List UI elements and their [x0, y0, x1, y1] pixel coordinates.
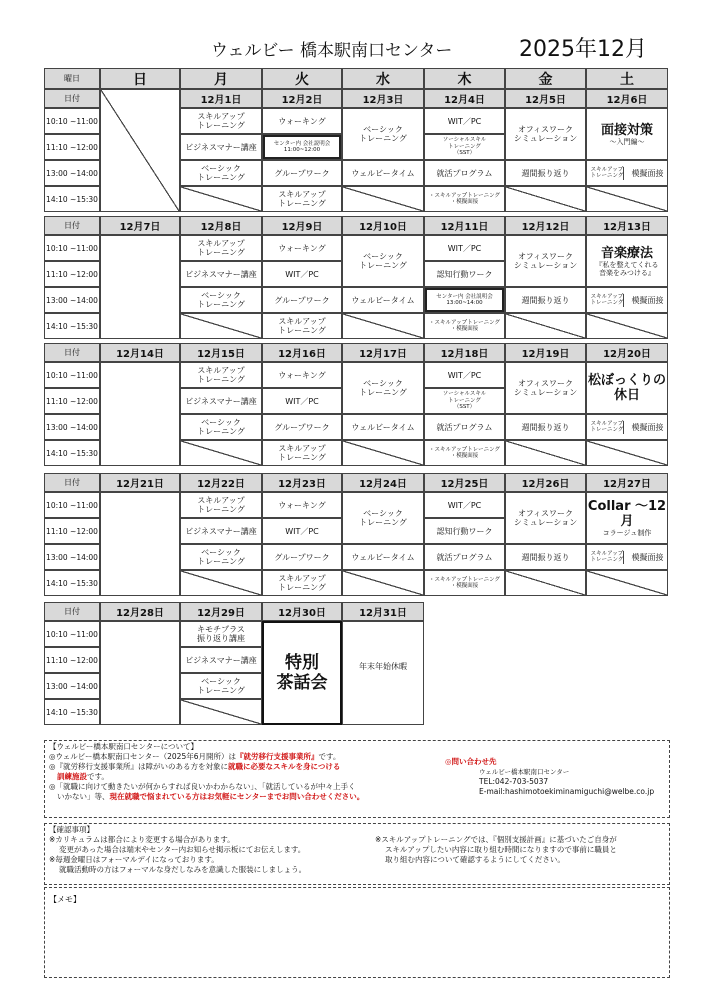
activity-cell: グループワーク [262, 414, 342, 440]
activity-cell: オフィスワーク シミュレーション [505, 492, 586, 544]
info-text: ◎『就労移行支援事業所』は障がいのある方を対象に [49, 762, 229, 771]
activity-cell: オフィスワーク シミュレーション [505, 235, 586, 287]
event-title: 松ぼっくりの 休日 [587, 373, 666, 403]
date-header: 12月21日 [100, 473, 180, 492]
activity-cell: ベーシック トレーニング [180, 287, 262, 313]
holiday-cell: 年末年始休暇 [342, 621, 424, 725]
saturday-split [586, 287, 668, 313]
activity-cell: ウェルビータイム [342, 544, 424, 570]
time-slot: 13:00 ~14:00 [44, 673, 100, 699]
activity-cell: 週間振り返り [505, 544, 586, 570]
activity-cell: キモチプラス 振り返り講座 [180, 621, 262, 647]
activity-cell: ウォーキング [262, 362, 342, 388]
empty-cell [505, 186, 586, 212]
time-slot: 14:10 ~15:30 [44, 440, 100, 466]
activity-cell: WIT／PC [424, 362, 505, 388]
time-slot: 10:10 ~11:00 [44, 362, 100, 388]
activity-cell: WIT／PC [424, 108, 505, 134]
note-line: スキルアップしたい内容に取り組む時間になりますので事前に職員と [385, 845, 617, 854]
activity-cell: グループワーク [262, 160, 342, 186]
activity-cell: ソーシャルスキル トレーニング （SST） [424, 388, 505, 414]
activity-cell: オフィスワーク シミュレーション [505, 362, 586, 414]
time-slot: 13:00 ~14:00 [44, 160, 100, 186]
activity-cell: ウォーキング [262, 108, 342, 134]
activity-cell: スキルアップ トレーニング [180, 108, 262, 134]
date-label: 日付 [44, 216, 100, 235]
activity-cell: ベーシック トレーニング [180, 414, 262, 440]
date-header: 12月15日 [180, 343, 262, 362]
date-header: 12月11日 [424, 216, 505, 235]
activity-cell: 週間振り返り [505, 160, 586, 186]
empty-cell [180, 699, 262, 725]
note-line: ※カリキュラムは都合により変更する場合があります。 [49, 835, 235, 844]
empty-cell [342, 186, 424, 212]
event-subtitle: コラージュ制作 [602, 529, 652, 537]
notes-box [44, 823, 670, 885]
info-highlight: 就職に必要なスキルを身につける [228, 762, 341, 771]
time-slot: 11:10 ~12:00 [44, 388, 100, 414]
sunday-closed [100, 621, 180, 725]
activity-cell: ・スキルアップトレーニング ・模擬面接 [424, 440, 505, 466]
activity-cell: ベーシック トレーニング [342, 362, 424, 414]
activity-cell: ベーシック トレーニング [342, 235, 424, 287]
time-slot: 11:10 ~12:00 [44, 647, 100, 673]
activity-cell: WIT／PC [424, 492, 505, 518]
date-header: 12月29日 [180, 602, 262, 621]
date-header: 12月30日 [262, 602, 342, 621]
saturday-event [586, 362, 668, 414]
activity-cell: ウェルビータイム [342, 414, 424, 440]
activity-cell: WIT／PC [262, 261, 342, 287]
info-highlight: 現在就職で悩まれている方はお気軽にセンターまでお問い合わせください。 [109, 792, 365, 801]
empty-cell [586, 313, 668, 339]
activity-cell: ベーシック トレーニング [180, 160, 262, 186]
activity-cell: ビジネスマナー講座 [180, 134, 262, 160]
dow-header: 水 [342, 68, 424, 89]
activity-cell: 就活プログラム [424, 544, 505, 570]
info-heading: 【ウェルビー橋本駅南口センターについて】 [49, 742, 198, 751]
time-slot: 14:10 ~15:30 [44, 570, 100, 596]
empty-cell [586, 440, 668, 466]
note-line: ※毎週金曜日はフォーマルデイになっております。 [49, 855, 219, 864]
info-line-3 [57, 772, 109, 782]
activity-cell: 週間振り返り [505, 414, 586, 440]
cell-text: 模擬面接 [631, 168, 664, 178]
date-header: 12月28日 [100, 602, 180, 621]
info-text: です。 [87, 772, 109, 781]
time-slot: 10:10 ~11:00 [44, 492, 100, 518]
note-line: 変更があった場合は端末やセンター内お知らせ掲示板にてお伝えします。 [59, 845, 306, 854]
activity-cell: 週間振り返り [505, 287, 586, 313]
dow-header: 月 [180, 68, 262, 89]
cell-text: スキルアップ トレーニング [590, 550, 624, 563]
event-subtitle: ～入門編～ [609, 137, 645, 146]
activity-cell: ベーシック トレーニング [180, 544, 262, 570]
activity-cell: ・スキルアップトレーニング ・模擬面接 [424, 313, 505, 339]
month-title: 2025年12月 [519, 37, 647, 62]
contact-name: ウェルビー橋本駅南口センター [479, 768, 570, 776]
empty-cell [180, 186, 262, 212]
activity-cell: スキルアップ トレーニング [180, 362, 262, 388]
info-text: ◎ウェルビー橋本駅南口センター（2025年6月開所）は [49, 752, 237, 761]
activity-cell: グループワーク [262, 544, 342, 570]
dow-header: 金 [505, 68, 586, 89]
activity-cell: 就活プログラム [424, 160, 505, 186]
dow-header: 土 [586, 68, 668, 89]
activity-cell: ・スキルアップトレーニング ・模擬面接 [424, 570, 505, 596]
company-briefing: センター内 会社説明会 13:00~14:00 [424, 287, 505, 313]
cell-text: 模擬面接 [631, 422, 664, 432]
saturday-event [586, 108, 668, 160]
activity-cell: WIT／PC [262, 388, 342, 414]
date-header: 12月5日 [505, 89, 586, 108]
dow-header: 日 [100, 68, 180, 89]
note-line: 取り組む内容について確認するようにしてください。 [385, 855, 565, 864]
saturday-split [586, 544, 668, 570]
activity-cell: ウォーキング [262, 492, 342, 518]
date-header: 12月10日 [342, 216, 424, 235]
activity-cell: ソーシャルスキル トレーニング （SST） [424, 134, 505, 160]
empty-cell [180, 440, 262, 466]
sunday-closed [100, 492, 180, 596]
activity-cell: 認知行動ワーク [424, 518, 505, 544]
saturday-event [586, 235, 668, 287]
activity-cell: スキルアップ トレーニング [262, 186, 342, 212]
company-briefing: センター内 会社説明会 11:00~12:00 [262, 134, 342, 160]
empty-cell [180, 570, 262, 596]
time-slot: 13:00 ~14:00 [44, 414, 100, 440]
activity-cell: ウォーキング [262, 235, 342, 261]
cell-text: 模擬面接 [631, 552, 664, 562]
activity-cell: WIT／PC [262, 518, 342, 544]
time-slot: 11:10 ~12:00 [44, 518, 100, 544]
memo-box[interactable] [44, 887, 670, 978]
saturday-split [586, 414, 668, 440]
activity-cell: スキルアップ トレーニング [262, 313, 342, 339]
date-header: 12月13日 [586, 216, 668, 235]
activity-cell: スキルアップ トレーニング [180, 492, 262, 518]
activity-cell: ベーシック トレーニング [180, 673, 262, 699]
date-header: 12月18日 [424, 343, 505, 362]
date-header: 12月4日 [424, 89, 505, 108]
contact-heading: ◎問い合わせ先 [445, 757, 497, 766]
date-header: 12月16日 [262, 343, 342, 362]
activity-cell: ビジネスマナー講座 [180, 647, 262, 673]
info-line-5 [57, 792, 364, 802]
time-slot: 13:00 ~14:00 [44, 544, 100, 570]
date-header: 12月14日 [100, 343, 180, 362]
cell-text: スキルアップ トレーニング [590, 293, 624, 306]
time-slot: 13:00 ~14:00 [44, 287, 100, 313]
dow-label: 曜日 [44, 68, 100, 89]
activity-cell: 認知行動ワーク [424, 261, 505, 287]
time-slot: 10:10 ~11:00 [44, 108, 100, 134]
date-header: 12月8日 [180, 216, 262, 235]
date-header: 12月26日 [505, 473, 586, 492]
empty-cell [586, 186, 668, 212]
info-highlight: 訓練施設 [57, 772, 87, 781]
date-header: 12月19日 [505, 343, 586, 362]
time-slot: 10:10 ~11:00 [44, 621, 100, 647]
empty-cell [505, 313, 586, 339]
date-label: 日付 [44, 343, 100, 362]
empty-cell [100, 89, 180, 212]
info-text: です。 [318, 752, 341, 761]
empty-cell [586, 570, 668, 596]
date-header: 12月27日 [586, 473, 668, 492]
event-title: 面接対策 [600, 122, 653, 138]
empty-cell [180, 313, 262, 339]
activity-cell: スキルアップ トレーニング [262, 570, 342, 596]
event-subtitle: 『私を整えてくれる 音楽をみつける』 [595, 260, 659, 277]
activity-cell: ウェルビータイム [342, 287, 424, 313]
info-line-2 [49, 762, 340, 772]
date-header: 12月1日 [180, 89, 262, 108]
activity-cell: ビジネスマナー講座 [180, 518, 262, 544]
time-slot: 11:10 ~12:00 [44, 261, 100, 287]
activity-cell: ビジネスマナー講座 [180, 261, 262, 287]
activity-cell: スキルアップ トレーニング [180, 235, 262, 261]
cell-text: スキルアップ トレーニング [590, 166, 624, 179]
date-label: 日付 [44, 473, 100, 492]
sunday-closed [100, 362, 180, 466]
empty-cell [505, 570, 586, 596]
empty-cell [505, 440, 586, 466]
info-highlight: 『就労移行支援事業所』 [236, 752, 319, 761]
info-line-4: ◎「就職に向けて動きたいが何からすれば良いかわからない」、「就活しているが中々上手く [49, 782, 356, 791]
date-header: 12月25日 [424, 473, 505, 492]
date-header: 12月12日 [505, 216, 586, 235]
date-header: 12月24日 [342, 473, 424, 492]
activity-cell: WIT／PC [424, 235, 505, 261]
time-slot: 14:10 ~15:30 [44, 699, 100, 725]
activity-cell: オフィスワーク シミュレーション [505, 108, 586, 160]
activity-cell: ビジネスマナー講座 [180, 388, 262, 414]
center-info-box [44, 740, 670, 818]
info-text: いかない」等、 [57, 792, 110, 801]
notes-heading: 【確認事項】 [49, 825, 94, 834]
note-line: 就職活動時の方はフォーマルな身だしなみを意識した服装にしましょう。 [59, 865, 307, 874]
center-title: ウェルビー 橋本駅南口センター [211, 41, 453, 61]
date-header: 12月6日 [586, 89, 668, 108]
dow-header: 木 [424, 68, 505, 89]
date-label: 日付 [44, 89, 100, 108]
date-header: 12月23日 [262, 473, 342, 492]
activity-cell: ウェルビータイム [342, 160, 424, 186]
empty-cell [342, 570, 424, 596]
activity-cell: 就活プログラム [424, 414, 505, 440]
activity-cell: ・スキルアップトレーニング ・模擬面接 [424, 186, 505, 212]
date-header: 12月17日 [342, 343, 424, 362]
date-header: 12月2日 [262, 89, 342, 108]
saturday-event [586, 492, 668, 544]
time-slot: 14:10 ~15:30 [44, 186, 100, 212]
activity-cell: グループワーク [262, 287, 342, 313]
memo-label: 【メモ】 [49, 895, 81, 904]
cell-text: スキルアップ トレーニング [590, 420, 624, 433]
empty-cell [342, 440, 424, 466]
activity-cell: ベーシック トレーニング [342, 492, 424, 544]
date-header: 12月7日 [100, 216, 180, 235]
activity-cell: ベーシック トレーニング [342, 108, 424, 160]
special-tea-party: 特別 茶話会 [262, 621, 342, 725]
date-header: 12月3日 [342, 89, 424, 108]
date-header: 12月20日 [586, 343, 668, 362]
cell-text: 模擬面接 [631, 295, 664, 305]
date-header: 12月9日 [262, 216, 342, 235]
empty-cell [342, 313, 424, 339]
event-title: 音楽療法 [600, 245, 653, 261]
time-slot: 14:10 ~15:30 [44, 313, 100, 339]
event-title: Collar ～12月 [587, 499, 667, 529]
contact-email: E-mail:hashimotoekiminamiguchi@welbe.co.jp [479, 787, 655, 796]
date-header: 12月22日 [180, 473, 262, 492]
info-line-1 [49, 752, 340, 762]
note-line: ※スキルアップトレーニングでは、『個別支援計画』に基づいたご自身が [375, 835, 617, 844]
contact-tel: TEL:042-703-5037 [479, 777, 549, 786]
activity-cell: スキルアップ トレーニング [262, 440, 342, 466]
date-header: 12月31日 [342, 602, 424, 621]
saturday-split [586, 160, 668, 186]
dow-header: 火 [262, 68, 342, 89]
time-slot: 11:10 ~12:00 [44, 134, 100, 160]
time-slot: 10:10 ~11:00 [44, 235, 100, 261]
date-label: 日付 [44, 602, 100, 621]
sunday-closed [100, 235, 180, 339]
